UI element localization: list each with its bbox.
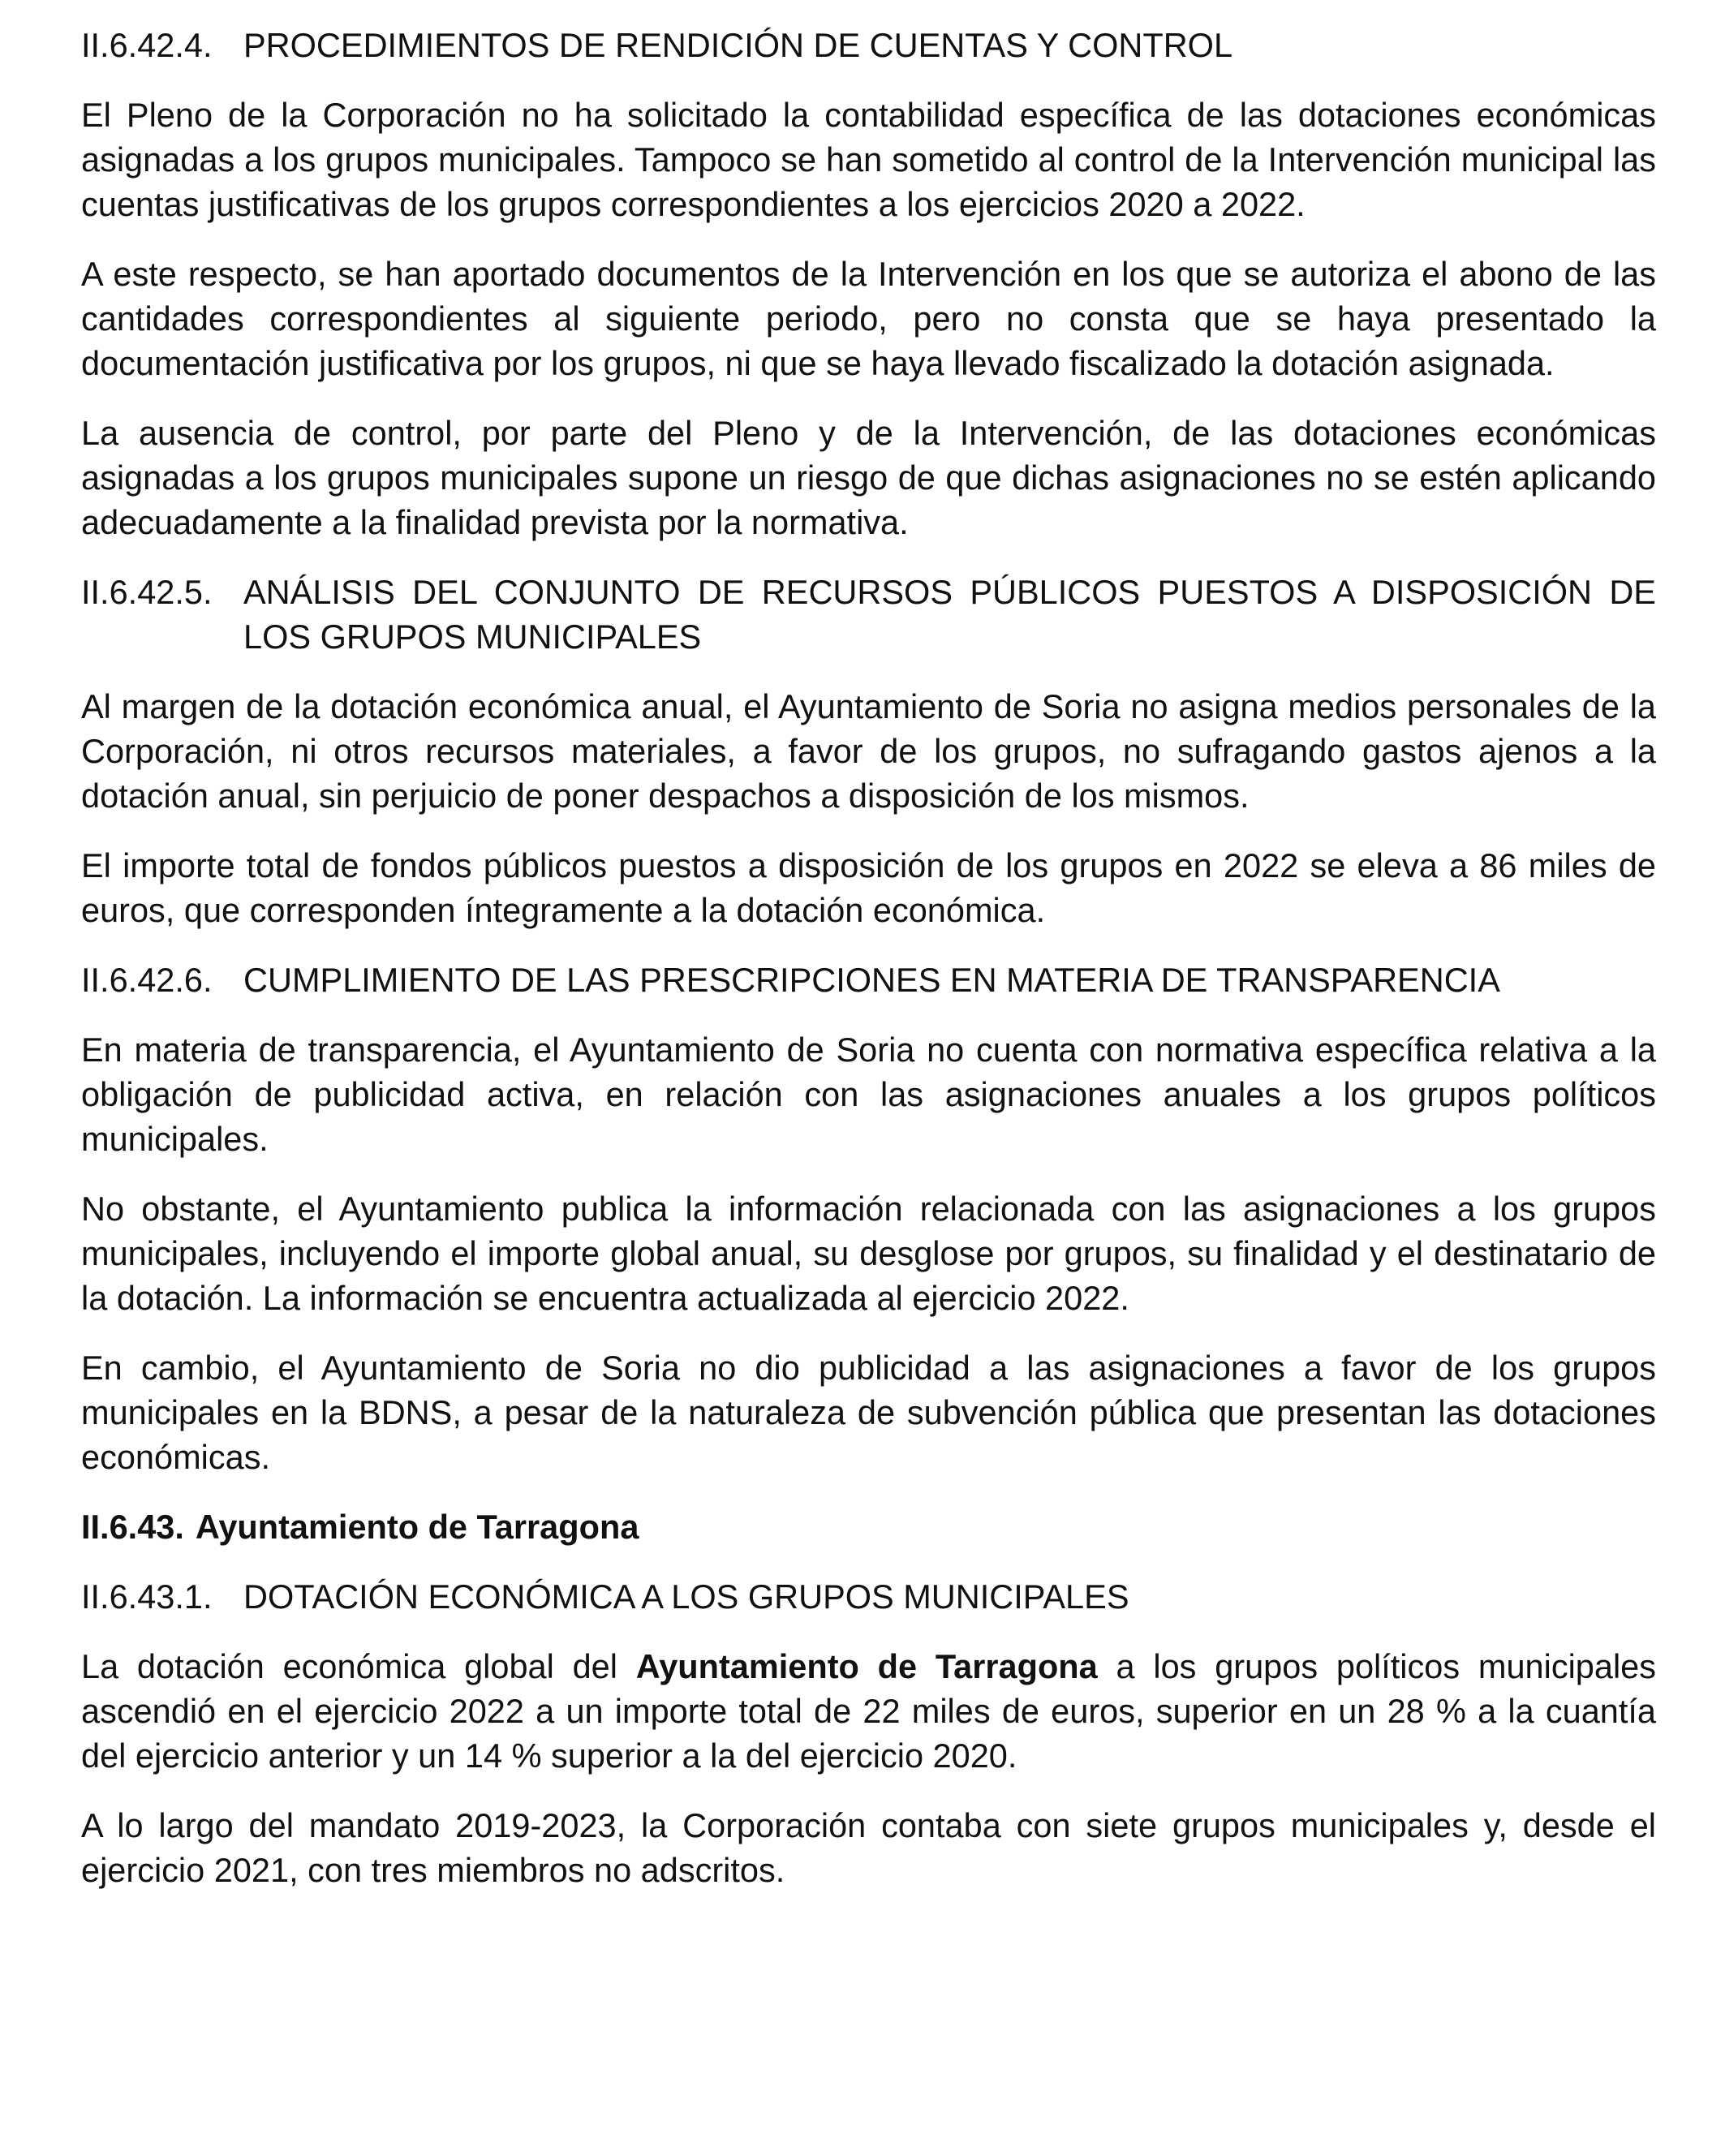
section-title: DOTACIÓN ECONÓMICA A LOS GRUPOS MUNICIPALES (243, 1577, 1129, 1616)
paragraph-text: La dotación económica global del (81, 1647, 636, 1685)
paragraph: El Pleno de la Corporación no ha solicitado la contabilidad específica de las dotaciones económicas asignadas a los grupos municipales. Tampoco se han sometido al control de la Intervención municipal las cuentas justificativas de los grupos correspondientes a los ejercicios 2020 a 2022. (81, 96, 1656, 223)
section-number: II.6.42.5. (81, 573, 213, 611)
chapter-heading (81, 1504, 1656, 1549)
paragraph-bold-text: Ayuntamiento de Tarragona (635, 1647, 1098, 1685)
paragraph-text: a los grupos políticos municipales ascendió en el ejercicio 2022 a un importe total de 22 miles de euros, superior en un 28 % a la cuantía del ejercicio anterior y un 14 % superior a la del ejercicio 2020. (81, 1647, 1657, 1775)
paragraph: La ausencia de control, por parte del Pleno y de la Intervención, de las dotaciones económicas asignadas a los grupos municipales supone un riesgo de que dichas asignaciones no se estén aplicando adecuadamente a la finalidad prevista por la normativa. (81, 414, 1656, 541)
paragraph: A lo largo del mandato 2019-2023, la Corporación contaba con siete grupos municipales y, desde el ejercicio 2021, con tres miembros no adscritos. (81, 1806, 1656, 1889)
section-heading (81, 570, 1656, 659)
section-title: ANÁLISIS DEL CONJUNTO DE RECURSOS PÚBLICOS PUESTOS A DISPOSICIÓN DE LOS GRUPOS MUNICIPALES (243, 573, 1656, 656)
section-heading (81, 23, 1656, 67)
section-title: CUMPLIMIENTO DE LAS PRESCRIPCIONES EN MATERIA DE TRANSPARENCIA (243, 961, 1500, 999)
paragraph: El importe total de fondos públicos puestos a disposición de los grupos en 2022 se eleva a 86 miles de euros, que corresponden íntegramente a la dotación económica. (81, 846, 1656, 929)
chapter-title: Ayuntamiento de Tarragona (195, 1508, 639, 1546)
section-heading (81, 958, 1656, 1002)
section-number: II.6.43.1. (81, 1577, 213, 1616)
paragraph: No obstante, el Ayuntamiento publica la información relacionada con las asignaciones a los grupos municipales, incluyendo el importe global anual, su desglose por grupos, su finalidad y el destinatario de la dotación. La información se encuentra actualizada al ejercicio 2022. (81, 1190, 1656, 1317)
section-title: PROCEDIMIENTOS DE RENDICIÓN DE CUENTAS Y CONTROL (243, 26, 1233, 64)
paragraph: En materia de transparencia, el Ayuntamiento de Soria no cuenta con normativa específica relativa a la obligación de publicidad activa, en relación con las asignaciones anuales a los grupos políticos municipales. (81, 1031, 1656, 1158)
paragraph (81, 1644, 1656, 1778)
paragraph: En cambio, el Ayuntamiento de Soria no dio publicidad a las asignaciones a favor de los grupos municipales en la BDNS, a pesar de la naturaleza de subvención pública que presentan las dotaciones económicas. (81, 1349, 1656, 1476)
section-number: II.6.42.4. (81, 26, 213, 64)
chapter-number: II.6.43. (81, 1508, 184, 1546)
paragraph: A este respecto, se han aportado documentos de la Intervención en los que se autoriza el abono de las cantidades correspondientes al siguiente periodo, pero no consta que se haya presentado la documentación justificativa por los grupos, ni que se haya llevado fiscalizado la dotación asignada. (81, 255, 1656, 382)
section-number: II.6.42.6. (81, 961, 213, 999)
section-heading (81, 1574, 1656, 1619)
paragraph: Al margen de la dotación económica anual, el Ayuntamiento de Soria no asigna medios personales de la Corporación, ni otros recursos materiales, a favor de los grupos, no sufragando gastos ajenos a la dotación anual, sin perjuicio de poner despachos a disposición de los mismos. (81, 687, 1656, 815)
